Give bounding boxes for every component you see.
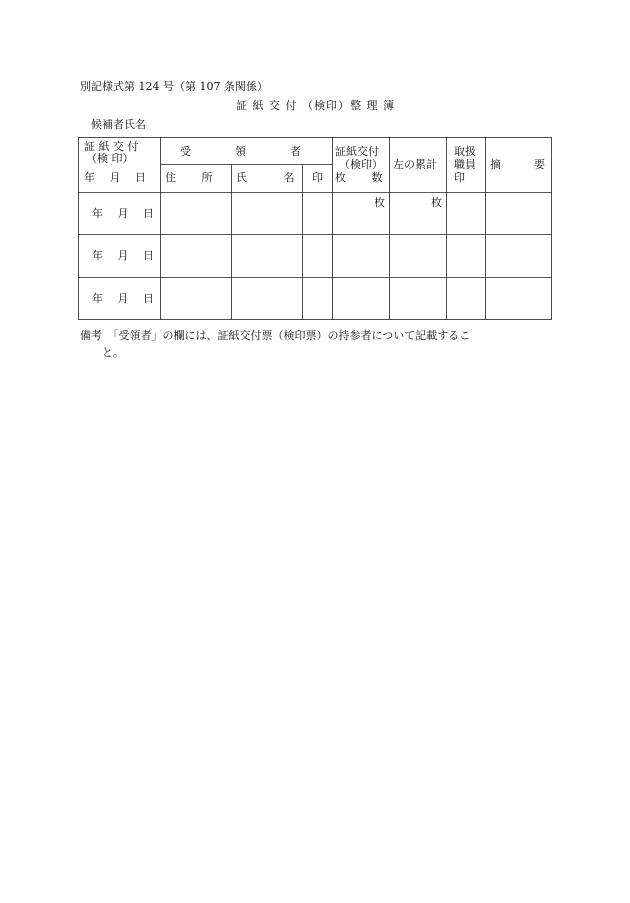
row2-date: 年 月 日 [92,249,154,262]
header-stamp-count-line3: 枚 数 [335,171,383,184]
row1-count-unit: 枚 [374,196,385,209]
row1-cumulative-unit: 枚 [431,196,442,209]
header-officer-line3: 印 [454,171,465,184]
header-issue-date-line3: 年 月 日 [84,171,146,184]
row1-date: 年 月 日 [92,207,154,220]
header-issue-date-line1: 証 紙 交 付 [84,140,139,153]
header-seal: 印 [312,171,323,184]
header-officer-line2: 職員 [454,158,476,171]
row3-date: 年 月 日 [92,292,154,305]
remark-note: 備考 「受領者」の欄には、証紙交付票（検印票）の持参者について記載するこ [80,329,471,342]
header-issue-date-line2: （検 印） [86,152,134,165]
remark-note-continuation: と。 [102,346,124,359]
header-stamp-count-line2: （検印） [339,158,383,171]
header-summary: 摘 要 [490,158,545,171]
register-table [78,137,552,320]
header-cumulative: 左の累計 [393,158,437,171]
header-name: 氏 名 [236,171,295,184]
header-recipient: 受 領 者 [180,145,301,158]
header-stamp-count-line1: 証紙交付 [335,145,379,158]
document-title: 証 紙 交 付 （検印）整 理 簿 [236,99,395,112]
candidate-name-label: 候補者氏名 [91,118,146,131]
header-address: 住 所 [165,171,213,184]
form-number-label: 別記様式第 124 号（第 107 条関係） [80,80,268,93]
header-officer-line1: 取扱 [454,145,476,158]
